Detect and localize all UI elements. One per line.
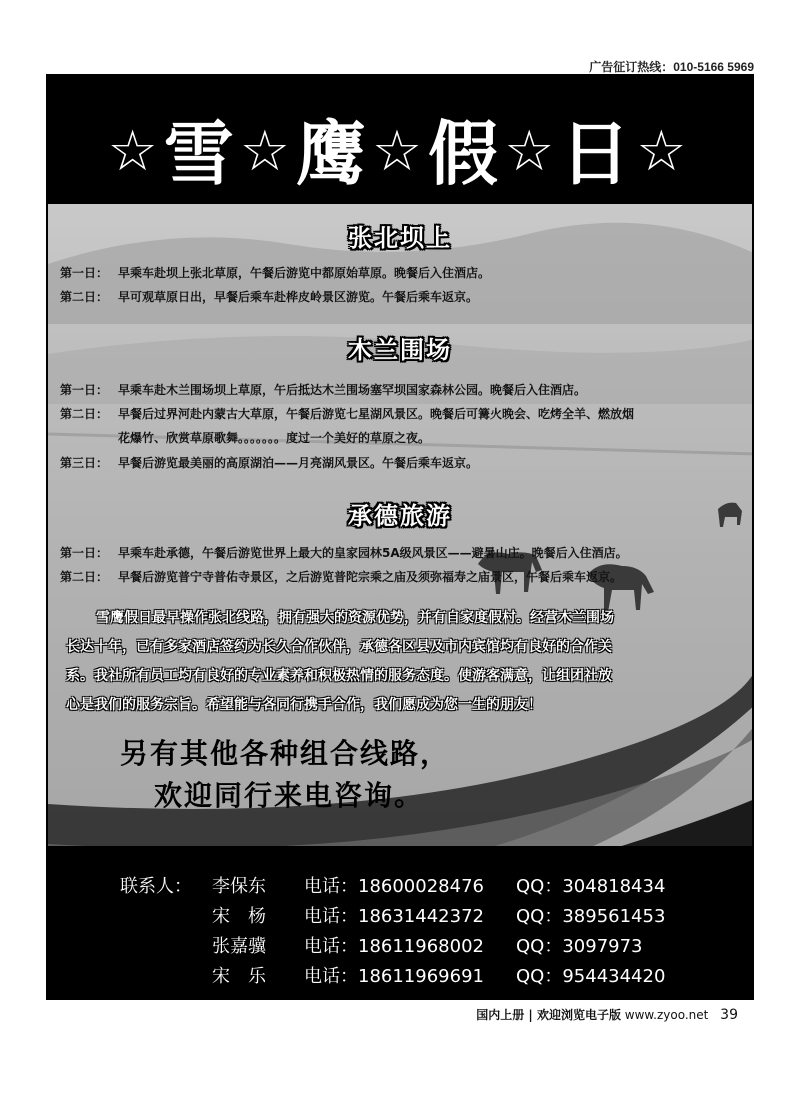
- intro-line: 雪鹰假日最早操作张北线路，拥有强大的资源优势，并有自家度假村。经营木兰围场: [96, 610, 614, 626]
- contact-phone: 18611968002: [358, 936, 484, 957]
- contact-panel: [48, 846, 752, 1000]
- intro-line: 长达十年，已有多家酒店签约为长久合作伙伴，承德各区县及市内宾馆均有良好的合作关: [66, 639, 612, 655]
- header-banner: [48, 76, 752, 204]
- ad-frame: [46, 74, 754, 1000]
- contact-name: 李保东: [212, 876, 266, 897]
- star-icon: ☆: [107, 119, 164, 184]
- contact-name: 宋 乐: [212, 966, 266, 987]
- page-number: 39: [720, 1007, 738, 1023]
- star-icon: ☆: [504, 119, 561, 184]
- contact-label: 联系人：: [120, 876, 192, 897]
- contact-row: 联系人： 李保东 电话：18600028476 QQ：304818434: [120, 872, 665, 898]
- slogan-line-2: 欢迎同行来电咨询。: [154, 779, 425, 812]
- contact-name: 宋 杨: [212, 906, 266, 927]
- contact-row: 张嘉骥 电话：18611968002 QQ：3097973: [120, 932, 643, 958]
- contact-qq: 389561453: [562, 906, 666, 927]
- footer-site: www.zyoo.net: [624, 1008, 709, 1022]
- contact-row: 宋 乐 电话：18611969691 QQ：954434420: [120, 962, 665, 988]
- contact-row: 宋 杨 电话：18631442372 QQ：389561453: [120, 902, 665, 928]
- star-icon: ☆: [239, 119, 296, 184]
- company-intro: [66, 604, 724, 720]
- page-title: [48, 98, 752, 199]
- section-title-mulan: 木兰围场: [348, 336, 452, 364]
- itinerary-day: 第二日： 早可观草原日出，早餐后乘车赴桦皮岭景区游览。午餐后乘车返京。: [60, 290, 479, 304]
- title-char: 鹰: [295, 113, 372, 195]
- slogan-line-1: 另有其他各种组合线路，: [120, 737, 451, 770]
- title-char: 日: [560, 113, 637, 195]
- footer-text: 国内上册 | 欢迎浏览电子版: [476, 1008, 621, 1022]
- section-title-chengde: 承德旅游: [348, 502, 452, 530]
- ad-hotline: 广告征订热线：010-5166 5969: [589, 60, 754, 74]
- itinerary-day: 第一日： 早乘车赴承德，午餐后游览世界上最大的皇家园林5A级风景区——避暑山庄。晚餐后入住酒店。: [60, 546, 628, 560]
- itinerary-day: 第一日： 早乘车赴坝上张北草原，午餐后游览中都原始草原。晚餐后入住酒店。: [60, 266, 491, 280]
- itinerary-day: 第三日： 早餐后游览最美丽的高原湖泊——月亮湖风景区。午餐后乘车返京。: [60, 456, 479, 470]
- title-char: 雪: [163, 113, 240, 195]
- itinerary-day: 第一日： 早乘车赴木兰围场坝上草原，午后抵达木兰围场塞罕坝国家森林公园。晚餐后入住酒店。: [60, 383, 587, 397]
- contact-qq: 3097973: [562, 936, 643, 957]
- itinerary-day: 第二日： 早餐后过界河赴内蒙古大草原，午餐后游览七星湖风景区。晚餐后可篝火晚会、吃烤全羊、燃放烟: [60, 407, 635, 421]
- intro-line: 心是我们的服务宗旨。希望能与各同行携手合作，我们愿成为您一生的朋友！: [66, 697, 542, 713]
- contact-name: 张嘉骥: [212, 936, 266, 957]
- itinerary-day-continued: 花爆竹、欣赏草原歌舞。。。。。。。度过一个美好的草原之夜。: [118, 431, 431, 445]
- section-title-zhangbei: 张北坝上: [348, 224, 452, 252]
- itinerary-day: 第二日： 早餐后游览普宁寺普佑寺景区，之后游览普陀宗乘之庙及须弥福寿之庙景区，午餐后乘车返京。: [60, 570, 623, 584]
- contact-phone: 18631442372: [358, 906, 484, 927]
- contact-qq: 954434420: [562, 966, 666, 987]
- intro-line: 系。我社所有员工均有良好的专业素养和积极热情的服务态度。使游客满意，让组团社放: [66, 668, 612, 684]
- contact-qq: 304818434: [562, 876, 666, 897]
- star-icon: ☆: [636, 119, 693, 184]
- star-icon: ☆: [371, 119, 429, 184]
- contact-phone: 18611969691: [358, 966, 484, 987]
- contact-phone: 18600028476: [358, 876, 484, 897]
- page-footer: [476, 1006, 738, 1023]
- title-char: 假: [428, 113, 505, 195]
